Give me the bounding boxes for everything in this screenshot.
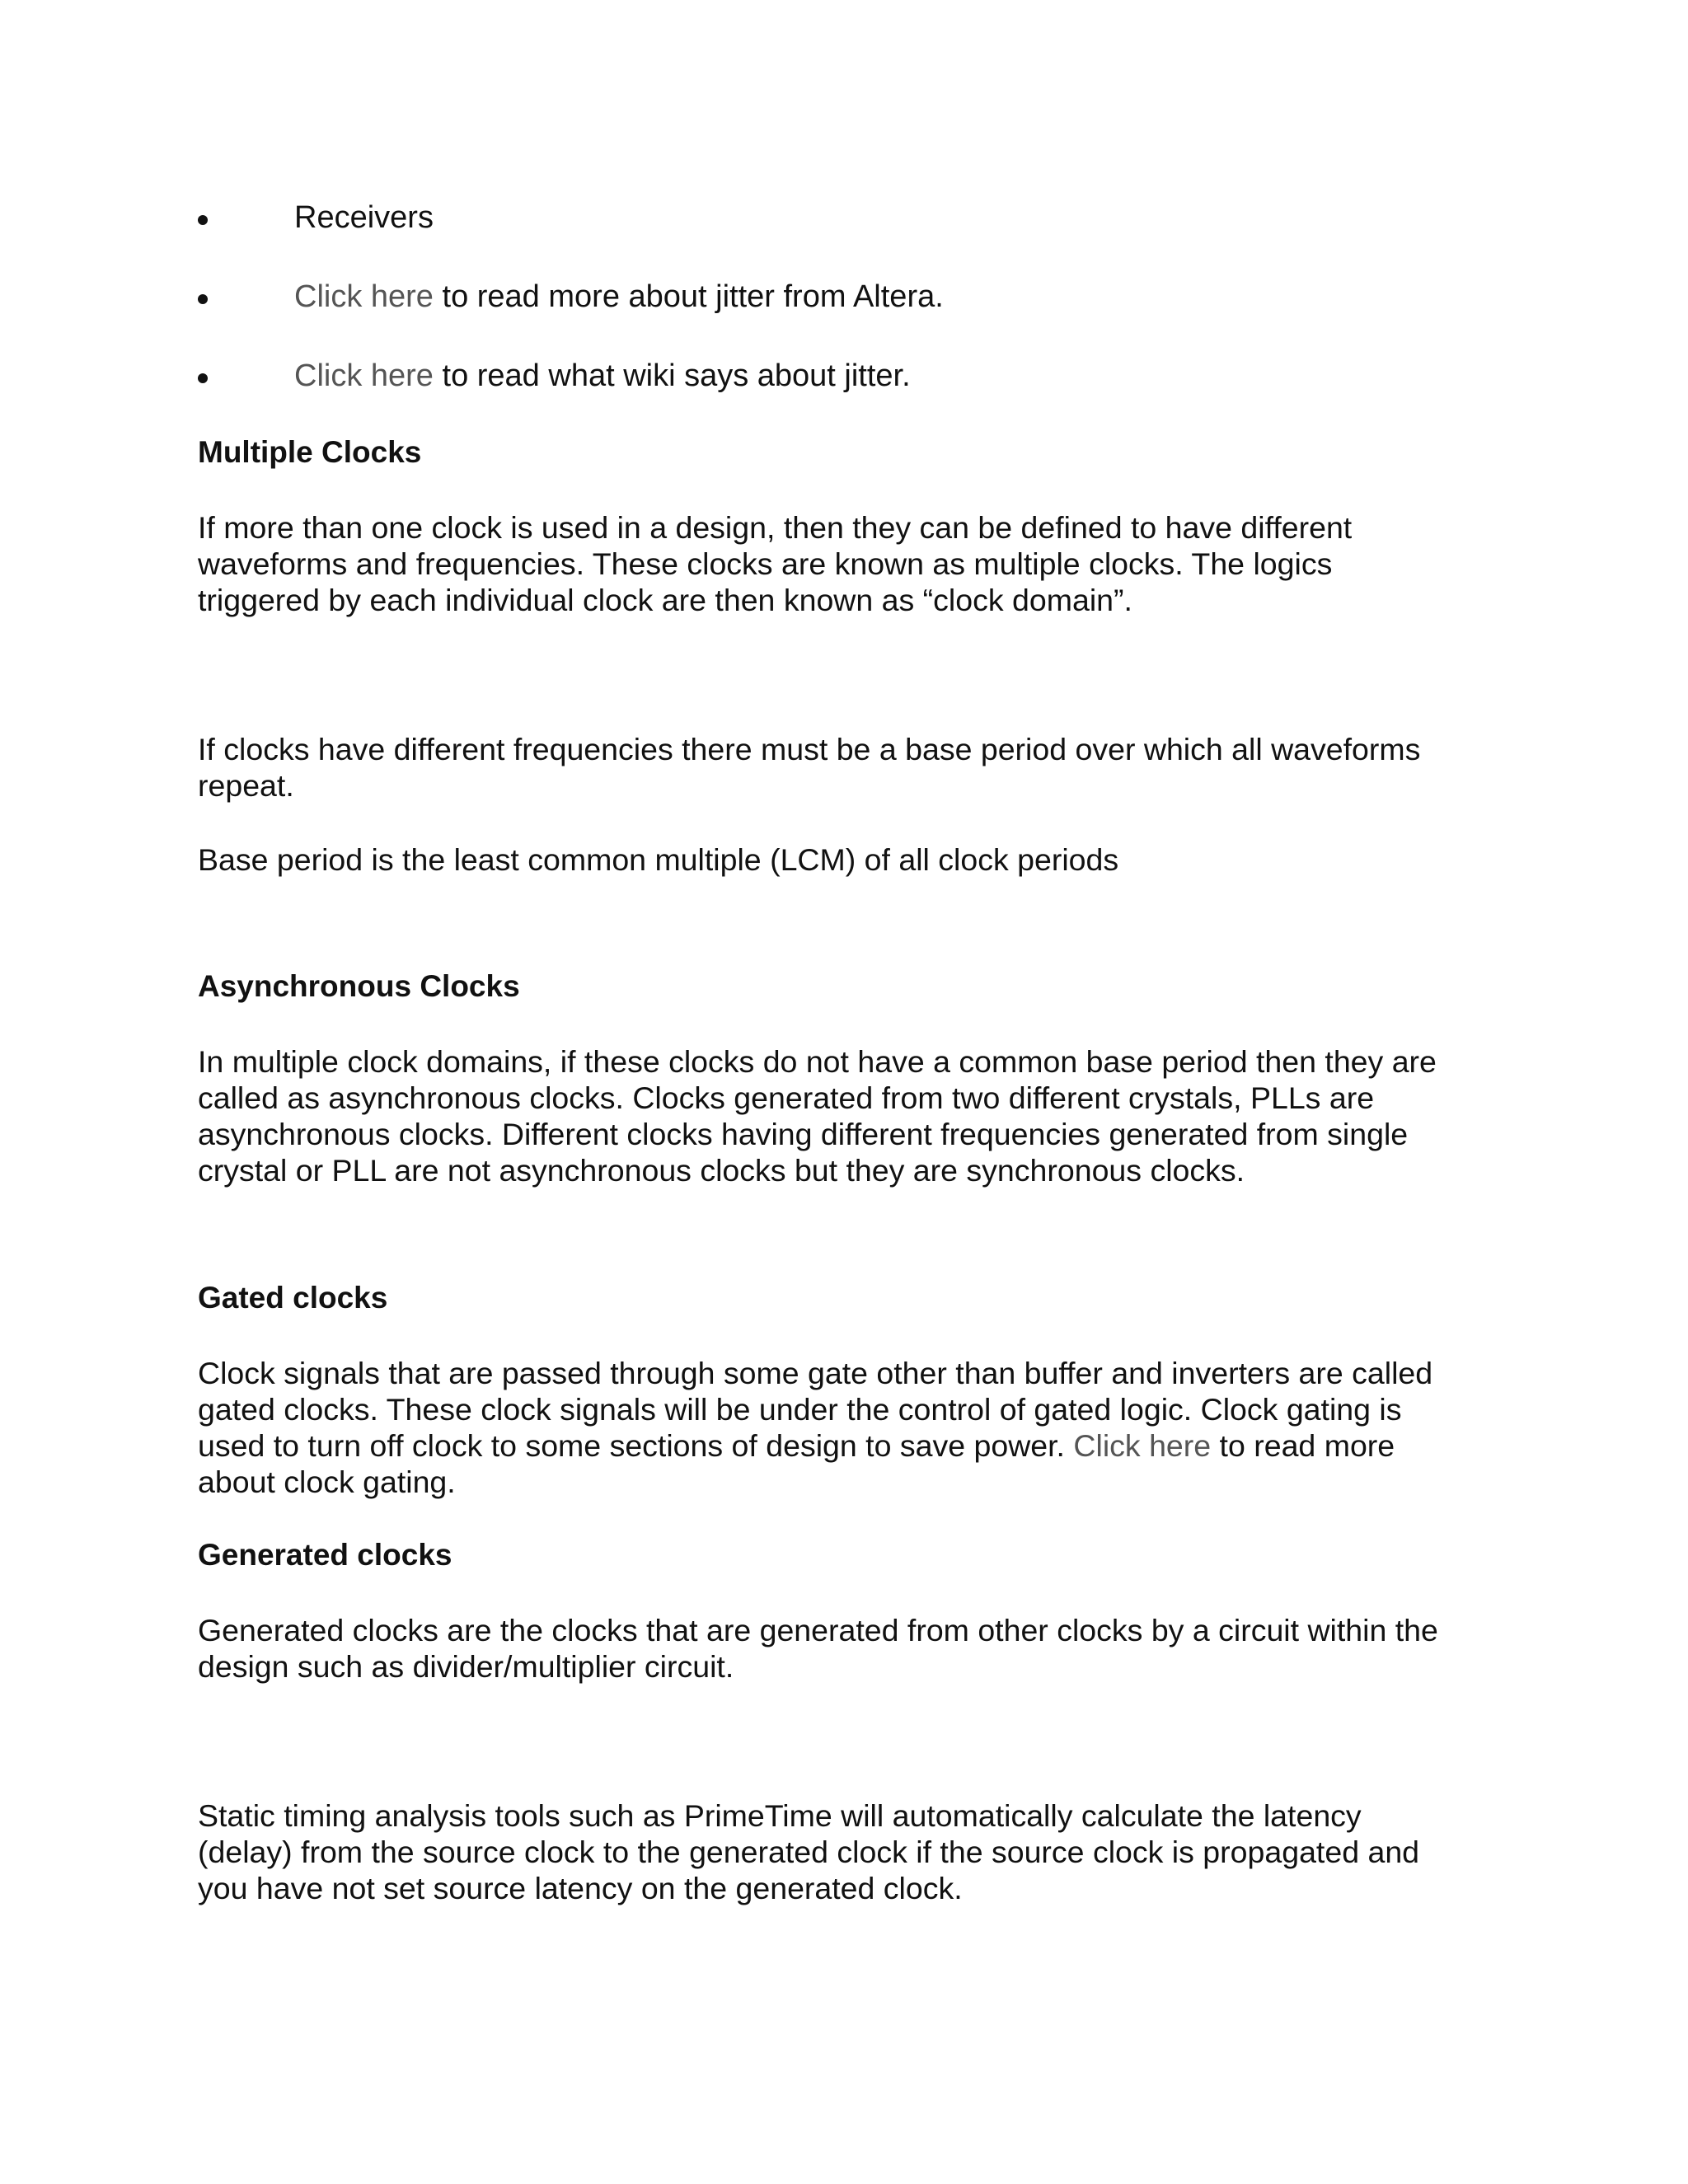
text-line: gated clocks. These clock signals will be under the control of gated logic. Clock gating is [198, 1392, 1402, 1427]
gated-clocks-paragraph [198, 1355, 1500, 1500]
text-line: Base period is the least common multiple (LCM) of all clock periods [198, 842, 1119, 877]
text-line: crystal or PLL are not asynchronous clocks but they are synchronous clocks. [198, 1153, 1245, 1188]
text-line: asynchronous clocks. Different clocks having different frequencies generated from single [198, 1117, 1409, 1151]
altera-jitter-link[interactable]: Click here [294, 279, 434, 314]
text-line: If clocks have different frequencies there must be a base period over which all waveforms [198, 732, 1421, 766]
list-item-text [294, 358, 911, 394]
text-line: Static timing analysis tools such as PrimeTime will automatically calculate the latency [198, 1798, 1362, 1833]
wiki-jitter-link[interactable]: Click here [294, 359, 434, 393]
text-line: (delay) from the source clock to the generated clock if the source clock is propagated and [198, 1835, 1420, 1869]
clock-gating-link[interactable]: Click here [1073, 1428, 1212, 1463]
text-line: called as asynchronous clocks. Clocks generated from two different crystals, PLLs are [198, 1080, 1375, 1115]
list-item-text [294, 279, 944, 315]
multiple-clocks-heading: Multiple Clocks [198, 435, 422, 469]
text-line: Clock signals that are passed through some gate other than buffer and inverters are called [198, 1356, 1433, 1390]
gated-clocks-heading: Gated clocks [198, 1281, 388, 1315]
text-line: triggered by each individual clock are then known as “clock domain”. [198, 583, 1132, 617]
text-segment: to read more [1211, 1428, 1395, 1463]
text-line: design such as divider/multiplier circuit. [198, 1649, 734, 1684]
text-segment: used to turn off clock to some sections of design to save power. [198, 1428, 1074, 1463]
asynchronous-clocks-paragraph [198, 1043, 1500, 1188]
bullet-icon [198, 294, 208, 304]
static-timing-paragraph [198, 1797, 1500, 1906]
bullet-icon [198, 215, 208, 225]
text-line: repeat. [198, 768, 294, 803]
list-item-text: Receivers [294, 200, 434, 235]
text-line: waveforms and frequencies. These clocks are known as multiple clocks. The logics [198, 546, 1333, 581]
text-line: about clock gating. [198, 1465, 456, 1499]
asynchronous-clocks-heading: Asynchronous Clocks [198, 969, 520, 1003]
multiple-clocks-paragraph [198, 509, 1500, 618]
text-line [198, 1427, 1500, 1464]
list-item-rest: to read more about jitter from Altera. [433, 279, 944, 314]
generated-clocks-paragraph [198, 1612, 1500, 1685]
lcm-paragraph [198, 841, 1500, 878]
base-period-paragraph [198, 731, 1500, 804]
list-item-rest: to read what wiki says about jitter. [433, 359, 911, 393]
generated-clocks-heading: Generated clocks [198, 1538, 452, 1572]
text-line: you have not set source latency on the generated clock. [198, 1871, 963, 1905]
text-line: Generated clocks are the clocks that are generated from other clocks by a circuit within the [198, 1613, 1438, 1647]
text-line: If more than one clock is used in a design, then they can be defined to have different [198, 510, 1353, 545]
text-line: In multiple clock domains, if these clocks do not have a common base period then they are [198, 1044, 1437, 1079]
bullet-icon [198, 373, 208, 383]
